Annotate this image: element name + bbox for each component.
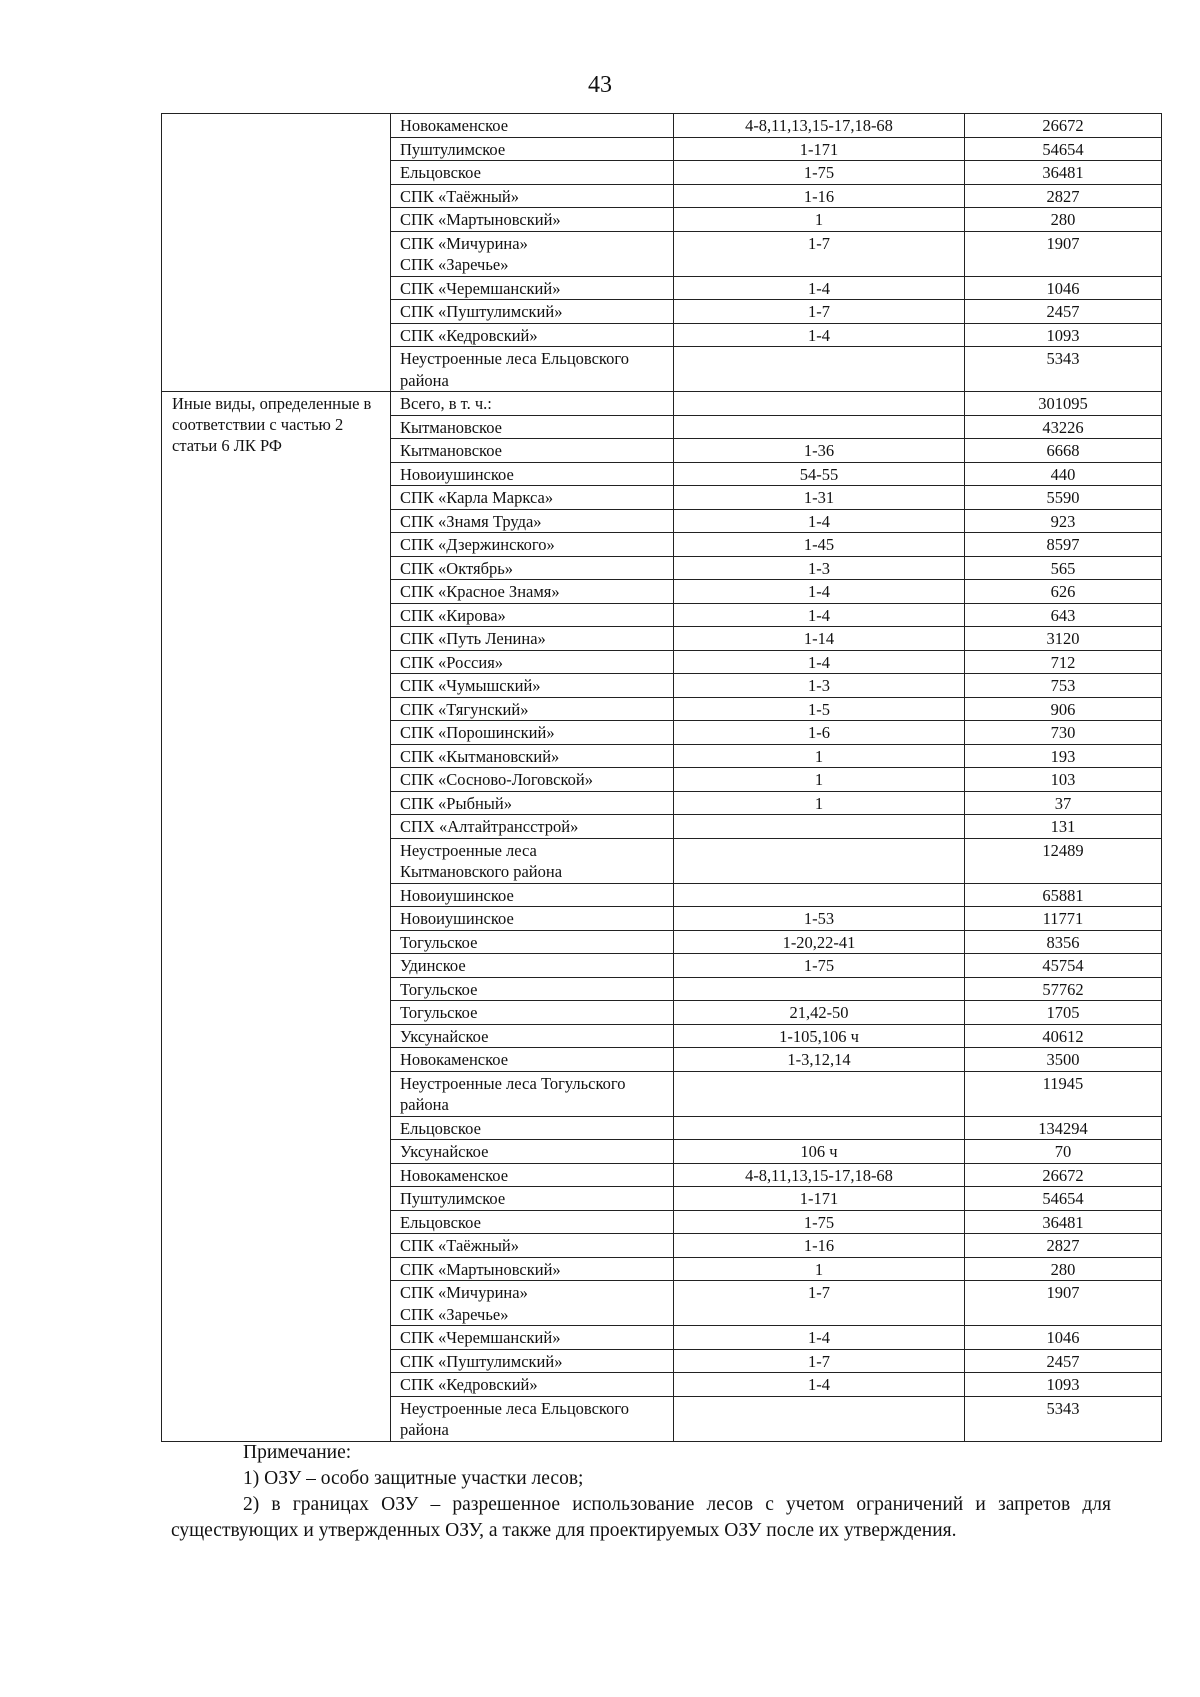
blocks-cell: 1-16 [674, 1234, 965, 1258]
name-line: Новоиушинское [400, 885, 514, 905]
blocks-cell [674, 1071, 965, 1116]
name-line: Новоиушинское [400, 464, 514, 484]
blocks-cell [674, 1396, 965, 1441]
name-line: Кытмановское [400, 441, 503, 460]
name-cell [391, 744, 674, 768]
name-cell [391, 883, 674, 907]
blocks-cell [674, 415, 965, 439]
name-line: СПК «Таёжный» [400, 186, 520, 206]
name-line: Ельцовское [400, 1212, 481, 1232]
name-line-2: СПК «Заречье» [400, 1304, 509, 1324]
note-item-2: 2) в границах ОЗУ – разрешенное использование лесов с учетом ограничений и запретов для существующих и утвержденных ОЗУ, а также для проектируемых ОЗУ после их утверждения. [171, 1494, 1111, 1541]
name-line: Неустроенные леса [400, 840, 537, 860]
name-line: СПК «Сосново-Логовской» [400, 770, 593, 789]
blocks-cell: 1-4 [674, 276, 965, 300]
area-cell: 2827 [965, 1234, 1162, 1258]
blocks-cell: 4-8,11,13,15-17,18-68 [674, 1163, 965, 1187]
area-cell: 134294 [965, 1116, 1162, 1140]
name-line: СПК «Таёжный» [400, 1236, 520, 1255]
name-cell [391, 114, 674, 138]
notes-heading: Примечание: [243, 1442, 352, 1463]
name-line: СПК «Черемшанский» [400, 1328, 561, 1347]
blocks-cell: 1 [674, 791, 965, 815]
blocks-cell: 1-4 [674, 580, 965, 604]
area-cell: 57762 [965, 977, 1162, 1001]
name-cell [391, 674, 674, 698]
area-cell: 26672 [965, 114, 1162, 138]
name-cell [391, 627, 674, 651]
area-cell: 54654 [965, 1187, 1162, 1211]
name-line: Тогульское [400, 1003, 478, 1022]
blocks-cell: 1-4 [674, 1373, 965, 1397]
name-line-2: Кытмановского района [400, 862, 563, 881]
category-cell: Иные виды, определенные в соответствии с частью 2 статьи 6 ЛК РФ [162, 392, 391, 1442]
name-cell [391, 323, 674, 347]
blocks-cell [674, 1116, 965, 1140]
name-line: СПК «Тягунский» [400, 699, 529, 719]
blocks-cell: 1-45 [674, 533, 965, 557]
area-cell: 131 [965, 815, 1162, 839]
name-line: Ельцовское [400, 163, 481, 182]
area-cell: 54654 [965, 137, 1162, 161]
name-cell [391, 486, 674, 510]
name-line: Новокаменское [400, 1165, 509, 1185]
name-line: СПК «Дзержинского» [400, 535, 555, 554]
name-line-2: района [400, 370, 449, 390]
blocks-cell: 1-3 [674, 674, 965, 698]
blocks-cell: 1-4 [674, 323, 965, 347]
blocks-cell: 1-171 [674, 137, 965, 161]
name-cell [391, 184, 674, 208]
blocks-cell: 1-6 [674, 721, 965, 745]
name-line: СПК «Рыбный» [400, 793, 512, 813]
area-cell: 301095 [965, 392, 1162, 416]
name-cell [391, 721, 674, 745]
area-cell: 26672 [965, 1163, 1162, 1187]
blocks-cell: 1-4 [674, 509, 965, 533]
area-cell: 5590 [965, 486, 1162, 510]
name-cell [391, 276, 674, 300]
name-line: СПК «Мичурина» [400, 233, 528, 253]
name-cell [391, 650, 674, 674]
area-cell: 65881 [965, 883, 1162, 907]
table-row [162, 392, 1162, 416]
name-cell [391, 462, 674, 486]
blocks-cell: 1-31 [674, 486, 965, 510]
name-cell [391, 1349, 674, 1373]
name-cell [391, 1373, 674, 1397]
name-cell [391, 1116, 674, 1140]
blocks-cell: 1-53 [674, 907, 965, 931]
name-line: Тогульское [400, 979, 478, 999]
area-cell: 565 [965, 556, 1162, 580]
name-line: Новокаменское [400, 116, 509, 135]
forest-areas-table [161, 113, 1162, 1442]
area-cell: 280 [965, 1257, 1162, 1281]
name-line: Неустроенные леса Тогульского [400, 1073, 626, 1093]
name-cell [391, 768, 674, 792]
blocks-cell: 21,42-50 [674, 1001, 965, 1025]
table-body [162, 114, 1162, 1442]
name-cell [391, 161, 674, 185]
name-cell [391, 1396, 674, 1441]
blocks-cell [674, 883, 965, 907]
name-cell [391, 977, 674, 1001]
name-cell [391, 1140, 674, 1164]
blocks-cell: 1-7 [674, 231, 965, 276]
blocks-cell: 1-7 [674, 1281, 965, 1326]
category-cell [162, 114, 391, 392]
name-line-2: района [400, 1095, 449, 1114]
blocks-cell: 1-14 [674, 627, 965, 651]
blocks-cell: 1-75 [674, 954, 965, 978]
blocks-cell: 1-7 [674, 300, 965, 324]
name-line: СПК «Чумышский» [400, 676, 541, 695]
name-cell [391, 603, 674, 627]
name-line: СПК «Красное Знамя» [400, 582, 560, 601]
name-line: Всего, в т. ч.: [400, 394, 492, 413]
name-line: Новоиушинское [400, 909, 514, 928]
name-cell [391, 415, 674, 439]
blocks-cell [674, 977, 965, 1001]
name-line: СПК «Мартыновский» [400, 1259, 561, 1279]
name-line: Кытмановское [400, 417, 503, 437]
name-line: Ельцовское [400, 1118, 481, 1138]
blocks-cell: 1-7 [674, 1349, 965, 1373]
name-cell [391, 1071, 674, 1116]
name-cell [391, 1281, 674, 1326]
blocks-cell: 1-4 [674, 650, 965, 674]
name-cell [391, 697, 674, 721]
name-cell [391, 1257, 674, 1281]
name-line: Пуштулимское [400, 1189, 506, 1208]
page-number: 43 [588, 72, 612, 98]
name-cell [391, 392, 674, 416]
blocks-cell: 106 ч [674, 1140, 965, 1164]
name-line: СПК «Россия» [400, 652, 504, 672]
name-line-2: СПК «Заречье» [400, 255, 509, 274]
area-cell: 1046 [965, 1326, 1162, 1350]
area-cell: 2457 [965, 1349, 1162, 1373]
name-line: СПК «Путь Ленина» [400, 629, 546, 648]
name-cell [391, 907, 674, 931]
name-cell [391, 347, 674, 392]
area-cell: 1907 [965, 231, 1162, 276]
name-cell [391, 930, 674, 954]
area-cell: 1093 [965, 323, 1162, 347]
name-line: Неустроенные леса Ельцовского [400, 349, 629, 368]
name-cell [391, 137, 674, 161]
blocks-cell: 1-3,12,14 [674, 1048, 965, 1072]
name-line: СПК «Черемшанский» [400, 278, 561, 298]
area-cell: 923 [965, 509, 1162, 533]
table-row [162, 114, 1162, 138]
name-cell [391, 791, 674, 815]
name-line: СПК «Кедровский» [400, 325, 538, 345]
name-cell [391, 580, 674, 604]
name-cell [391, 815, 674, 839]
name-cell [391, 954, 674, 978]
area-cell: 626 [965, 580, 1162, 604]
name-cell [391, 1210, 674, 1234]
blocks-cell [674, 815, 965, 839]
area-cell: 8356 [965, 930, 1162, 954]
area-cell: 753 [965, 674, 1162, 698]
area-cell: 3120 [965, 627, 1162, 651]
blocks-cell: 1 [674, 1257, 965, 1281]
name-cell [391, 300, 674, 324]
name-cell [391, 231, 674, 276]
area-cell: 1093 [965, 1373, 1162, 1397]
area-cell: 730 [965, 721, 1162, 745]
area-cell: 8597 [965, 533, 1162, 557]
blocks-cell: 1-4 [674, 1326, 965, 1350]
area-cell: 193 [965, 744, 1162, 768]
blocks-cell: 1-20,22-41 [674, 930, 965, 954]
name-line: Неустроенные леса Ельцовского [400, 1398, 629, 1418]
name-line: СПК «Мартыновский» [400, 210, 561, 229]
area-cell: 2457 [965, 300, 1162, 324]
area-cell: 3500 [965, 1048, 1162, 1072]
blocks-cell: 1 [674, 768, 965, 792]
area-cell: 36481 [965, 1210, 1162, 1234]
name-cell [391, 1187, 674, 1211]
blocks-cell: 1-3 [674, 556, 965, 580]
name-cell [391, 1326, 674, 1350]
name-line: СПК «Знамя Труда» [400, 511, 542, 531]
area-cell: 103 [965, 768, 1162, 792]
name-line: СПХ «Алтайтрансстрой» [400, 817, 579, 836]
name-line: СПК «Кирова» [400, 605, 506, 625]
area-cell: 643 [965, 603, 1162, 627]
blocks-cell: 1-75 [674, 1210, 965, 1234]
area-cell: 1907 [965, 1281, 1162, 1326]
name-cell [391, 1024, 674, 1048]
name-line: СПК «Пуштулимский» [400, 302, 563, 321]
area-cell: 712 [965, 650, 1162, 674]
name-line: СПК «Октябрь» [400, 558, 514, 578]
area-cell: 5343 [965, 347, 1162, 392]
name-line-2: района [400, 1420, 449, 1439]
blocks-cell: 4-8,11,13,15-17,18-68 [674, 114, 965, 138]
blocks-cell: 1-75 [674, 161, 965, 185]
name-line: СПК «Пуштулимский» [400, 1351, 563, 1371]
area-cell: 906 [965, 697, 1162, 721]
area-cell: 70 [965, 1140, 1162, 1164]
blocks-cell: 1-5 [674, 697, 965, 721]
name-cell [391, 1048, 674, 1072]
area-cell: 40612 [965, 1024, 1162, 1048]
name-cell [391, 1001, 674, 1025]
area-cell: 36481 [965, 161, 1162, 185]
note-item-1: 1) ОЗУ – особо защитные участки лесов; [243, 1468, 584, 1489]
area-cell: 1046 [965, 276, 1162, 300]
name-cell [391, 838, 674, 883]
area-cell: 280 [965, 208, 1162, 232]
blocks-cell: 54-55 [674, 462, 965, 486]
blocks-cell: 1-171 [674, 1187, 965, 1211]
name-line: СПК «Мичурина» [400, 1283, 528, 1302]
blocks-cell: 1-105,106 ч [674, 1024, 965, 1048]
area-cell: 37 [965, 791, 1162, 815]
name-cell [391, 533, 674, 557]
blocks-cell [674, 347, 965, 392]
name-line: СПК «Кедровский» [400, 1375, 538, 1394]
name-cell [391, 556, 674, 580]
name-cell [391, 1163, 674, 1187]
blocks-cell [674, 392, 965, 416]
name-cell [391, 208, 674, 232]
name-line: СПК «Порошинский» [400, 723, 555, 742]
name-line: Уксунайское [400, 1026, 489, 1046]
notes-section [171, 1440, 1111, 1544]
blocks-cell: 1 [674, 208, 965, 232]
name-line: Новокаменское [400, 1050, 509, 1069]
name-line: Удинское [400, 956, 466, 975]
name-cell [391, 1234, 674, 1258]
area-cell: 2827 [965, 184, 1162, 208]
name-cell [391, 509, 674, 533]
name-line: Уксунайское [400, 1142, 489, 1161]
blocks-cell: 1-4 [674, 603, 965, 627]
name-line: Пуштулимское [400, 139, 506, 159]
area-cell: 440 [965, 462, 1162, 486]
area-cell: 43226 [965, 415, 1162, 439]
area-cell: 6668 [965, 439, 1162, 463]
area-cell: 5343 [965, 1396, 1162, 1441]
blocks-cell [674, 838, 965, 883]
name-line: СПК «Карла Маркса» [400, 488, 554, 507]
area-cell: 12489 [965, 838, 1162, 883]
name-cell [391, 439, 674, 463]
area-cell: 11945 [965, 1071, 1162, 1116]
name-line: Тогульское [400, 932, 478, 952]
blocks-cell: 1 [674, 744, 965, 768]
blocks-cell: 1-16 [674, 184, 965, 208]
area-cell: 11771 [965, 907, 1162, 931]
area-cell: 45754 [965, 954, 1162, 978]
area-cell: 1705 [965, 1001, 1162, 1025]
name-line: СПК «Кытмановский» [400, 746, 560, 766]
blocks-cell: 1-36 [674, 439, 965, 463]
